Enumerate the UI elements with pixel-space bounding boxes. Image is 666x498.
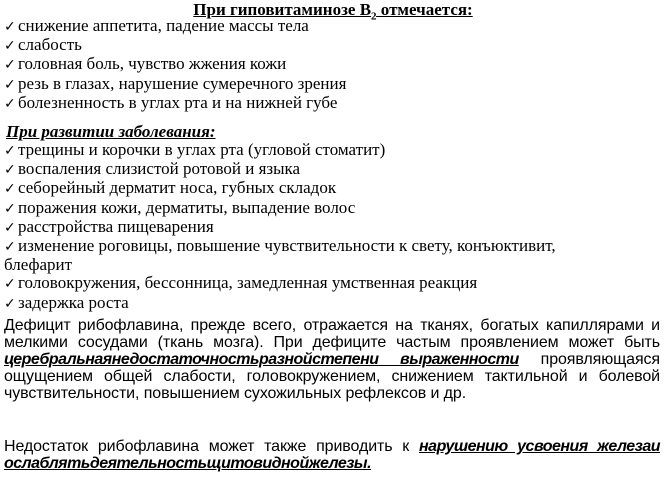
iron-absorption-paragraph: Недостаток рибофлавина может также приводить к нарушению усвоения железаи ослаблятьдеятельностьщитовиднойжелезы. <box>4 438 660 472</box>
highlight-text: церебральнаянедостаточностьразнойстепени выраженности <box>4 351 519 368</box>
checkmark-icon: ✓ <box>4 95 16 112</box>
title-text-end: отмечается: <box>376 0 473 19</box>
title-subscript: 2 <box>371 10 377 23</box>
checkmark-icon: ✓ <box>4 76 16 93</box>
checkmark-icon: ✓ <box>4 57 16 74</box>
checkmark-icon: ✓ <box>4 200 16 217</box>
checkmark-icon: ✓ <box>4 219 16 236</box>
list-item: ✓ поражения кожи, дерматиты, выпадение волос <box>4 197 356 217</box>
list-item: ✓ головокружения, бессонница, замедленная умственная реакция <box>4 273 478 293</box>
checkmark-icon: ✓ <box>4 181 16 198</box>
list-item: ✓ трещины и корочки в углах рта (угловой стоматит) <box>4 140 386 159</box>
checkmark-icon: ✓ <box>4 162 16 179</box>
checkmark-icon: ✓ <box>4 143 16 159</box>
checkmark-icon: ✓ <box>4 19 16 35</box>
list-item: ✓ расстройства пищеварения <box>4 216 214 236</box>
symptom-list <box>4 17 662 113</box>
list-item: ✓ болезненность в углах рта и на нижней губе <box>4 92 338 112</box>
list-item: ✓ воспаления слизистой ротовой и языка <box>4 159 301 179</box>
list-item: ✓ себорейный дерматит носа, губных складок <box>4 178 337 198</box>
disease-list <box>4 141 662 313</box>
list-item: ✓ слабость <box>4 35 82 55</box>
list-item: ✓ изменение роговицы, повышение чувствительности к свету, конъюктивит, <box>4 236 556 256</box>
title-text: При гиповитаминозе В <box>193 0 372 19</box>
checkmark-icon: ✓ <box>4 239 16 256</box>
disease-heading: При развитии заболевания: <box>6 122 216 141</box>
checkmark-icon: ✓ <box>4 276 16 293</box>
checkmark-icon: ✓ <box>4 295 16 312</box>
list-item: ✓ задержка роста <box>4 292 129 312</box>
list-item: ✓ снижение аппетита, падение массы тела <box>4 16 309 35</box>
checkmark-icon: ✓ <box>4 38 16 55</box>
list-item: ✓ головная боль, чувство жжения кожи <box>4 54 287 74</box>
list-item-continuation: блефарит <box>4 255 73 275</box>
list-item: ✓ резь в глазах, нарушение сумеречного зрения <box>4 73 347 93</box>
highlight-text: нарушению усвоения железаи ослаблятьдеятельностьщитовиднойжелезы. <box>4 438 660 472</box>
deficiency-paragraph: Дефицит рибофлавина, прежде всего, отражается на тканях, богатых капиллярами и мелкими сосудами (ткань мозга). При дефиците частым проявлением может быть церебральнаянедостаточностьразнойстепени выраженности проявляющаяся ощущением общей слабости, головокружением, снижением тактильной и болевой чувствительности, повышением сухожильных рефлексов и др. <box>4 317 660 402</box>
